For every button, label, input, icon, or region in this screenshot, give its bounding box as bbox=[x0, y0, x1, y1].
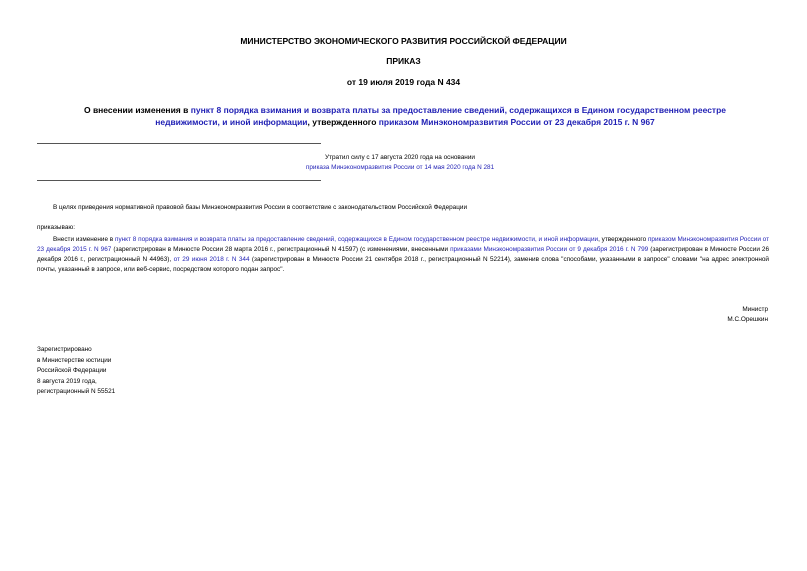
invalid-notice-link[interactable]: приказа Минэкономразвития России от 14 мая 2020 года N 281 bbox=[305, 164, 495, 171]
body-text: , утвержденного bbox=[598, 236, 648, 243]
document-title bbox=[55, 105, 755, 128]
signature-position: Министр bbox=[742, 306, 768, 313]
body-text: (зарегистрирован в Минюсте России 26 декабря 2016 г., регистрационный N 44963), bbox=[37, 246, 770, 263]
registration-number: регистрационный N 55521 bbox=[37, 388, 116, 395]
registration-date: 8 августа 2019 года, bbox=[37, 377, 97, 385]
preamble-paragraph: В целях приведения нормативной правовой базы Минэкономразвития России в соответствие с законодательством Российской Федерации bbox=[53, 204, 468, 211]
title-link-order-967[interactable]: приказом Минэкономразвития России от 23 декабря 2015 г. N 967 bbox=[378, 116, 655, 127]
signature-name: М.С.Орешкин bbox=[727, 316, 768, 323]
registration-line: Российской Федерации bbox=[37, 367, 107, 374]
body-text: (зарегистрирован в Минюсте России 28 марта 2016 г., регистрационный N 41597) (с изменениями, внесенными bbox=[111, 246, 451, 253]
body-paragraph bbox=[37, 235, 769, 275]
body-text: (зарегистрирован в Минюсте России 21 сентября 2018 г., регистрационный N 52214), заменив слова "способами, указанными в запросе" словами "на адрес электронной почты, указанный в запросе, или веб-сервис, посредством которого подан запрос". bbox=[37, 256, 769, 273]
body-text: Внести изменение в bbox=[53, 236, 115, 243]
body-link-order-344[interactable]: от 29 июня 2018 г. N 344 bbox=[173, 256, 250, 263]
registration-line: Зарегистрировано bbox=[37, 346, 92, 353]
title-text: О внесении изменения в bbox=[83, 105, 191, 115]
invalid-notice-text: Утратил силу с 17 августа 2020 года на основании bbox=[325, 154, 475, 161]
registration-line: в Министерстве юстиции bbox=[37, 356, 112, 364]
signature-block bbox=[727, 305, 768, 325]
invalid-notice bbox=[250, 153, 550, 173]
registration-block bbox=[37, 345, 115, 398]
orders-word: приказываю: bbox=[37, 224, 75, 231]
body-link-orders-799[interactable]: приказами Минэкономразвития России от 9 декабря 2016 г. N 799 bbox=[450, 246, 649, 253]
title-text: , утвержденного bbox=[307, 116, 379, 127]
order-heading: ПРИКАЗ bbox=[386, 56, 421, 66]
divider-top bbox=[37, 143, 321, 144]
body-link-order-967[interactable]: приказом Минэкономразвития России от 23 декабря 2015 г. N 967 bbox=[37, 236, 770, 253]
divider-bottom bbox=[37, 180, 321, 181]
order-date-number: от 19 июля 2019 года N 434 bbox=[346, 77, 461, 87]
body-link-point-8[interactable]: пункт 8 порядка взимания и возврата платы за предоставление сведений, содержащихся в Едином государственном реестре недвижимости, и иной информации bbox=[115, 236, 599, 243]
ministry-heading: МИНИСТЕРСТВО ЭКОНОМИЧЕСКОГО РАЗВИТИЯ РОССИЙСКОЙ ФЕДЕРАЦИИ bbox=[240, 36, 567, 46]
title-link-point-8[interactable]: пункт 8 порядка взимания и возврата платы за предоставление сведений, содержащихся в Едином государственном реестре недвижимости, и иной информации bbox=[155, 105, 727, 127]
